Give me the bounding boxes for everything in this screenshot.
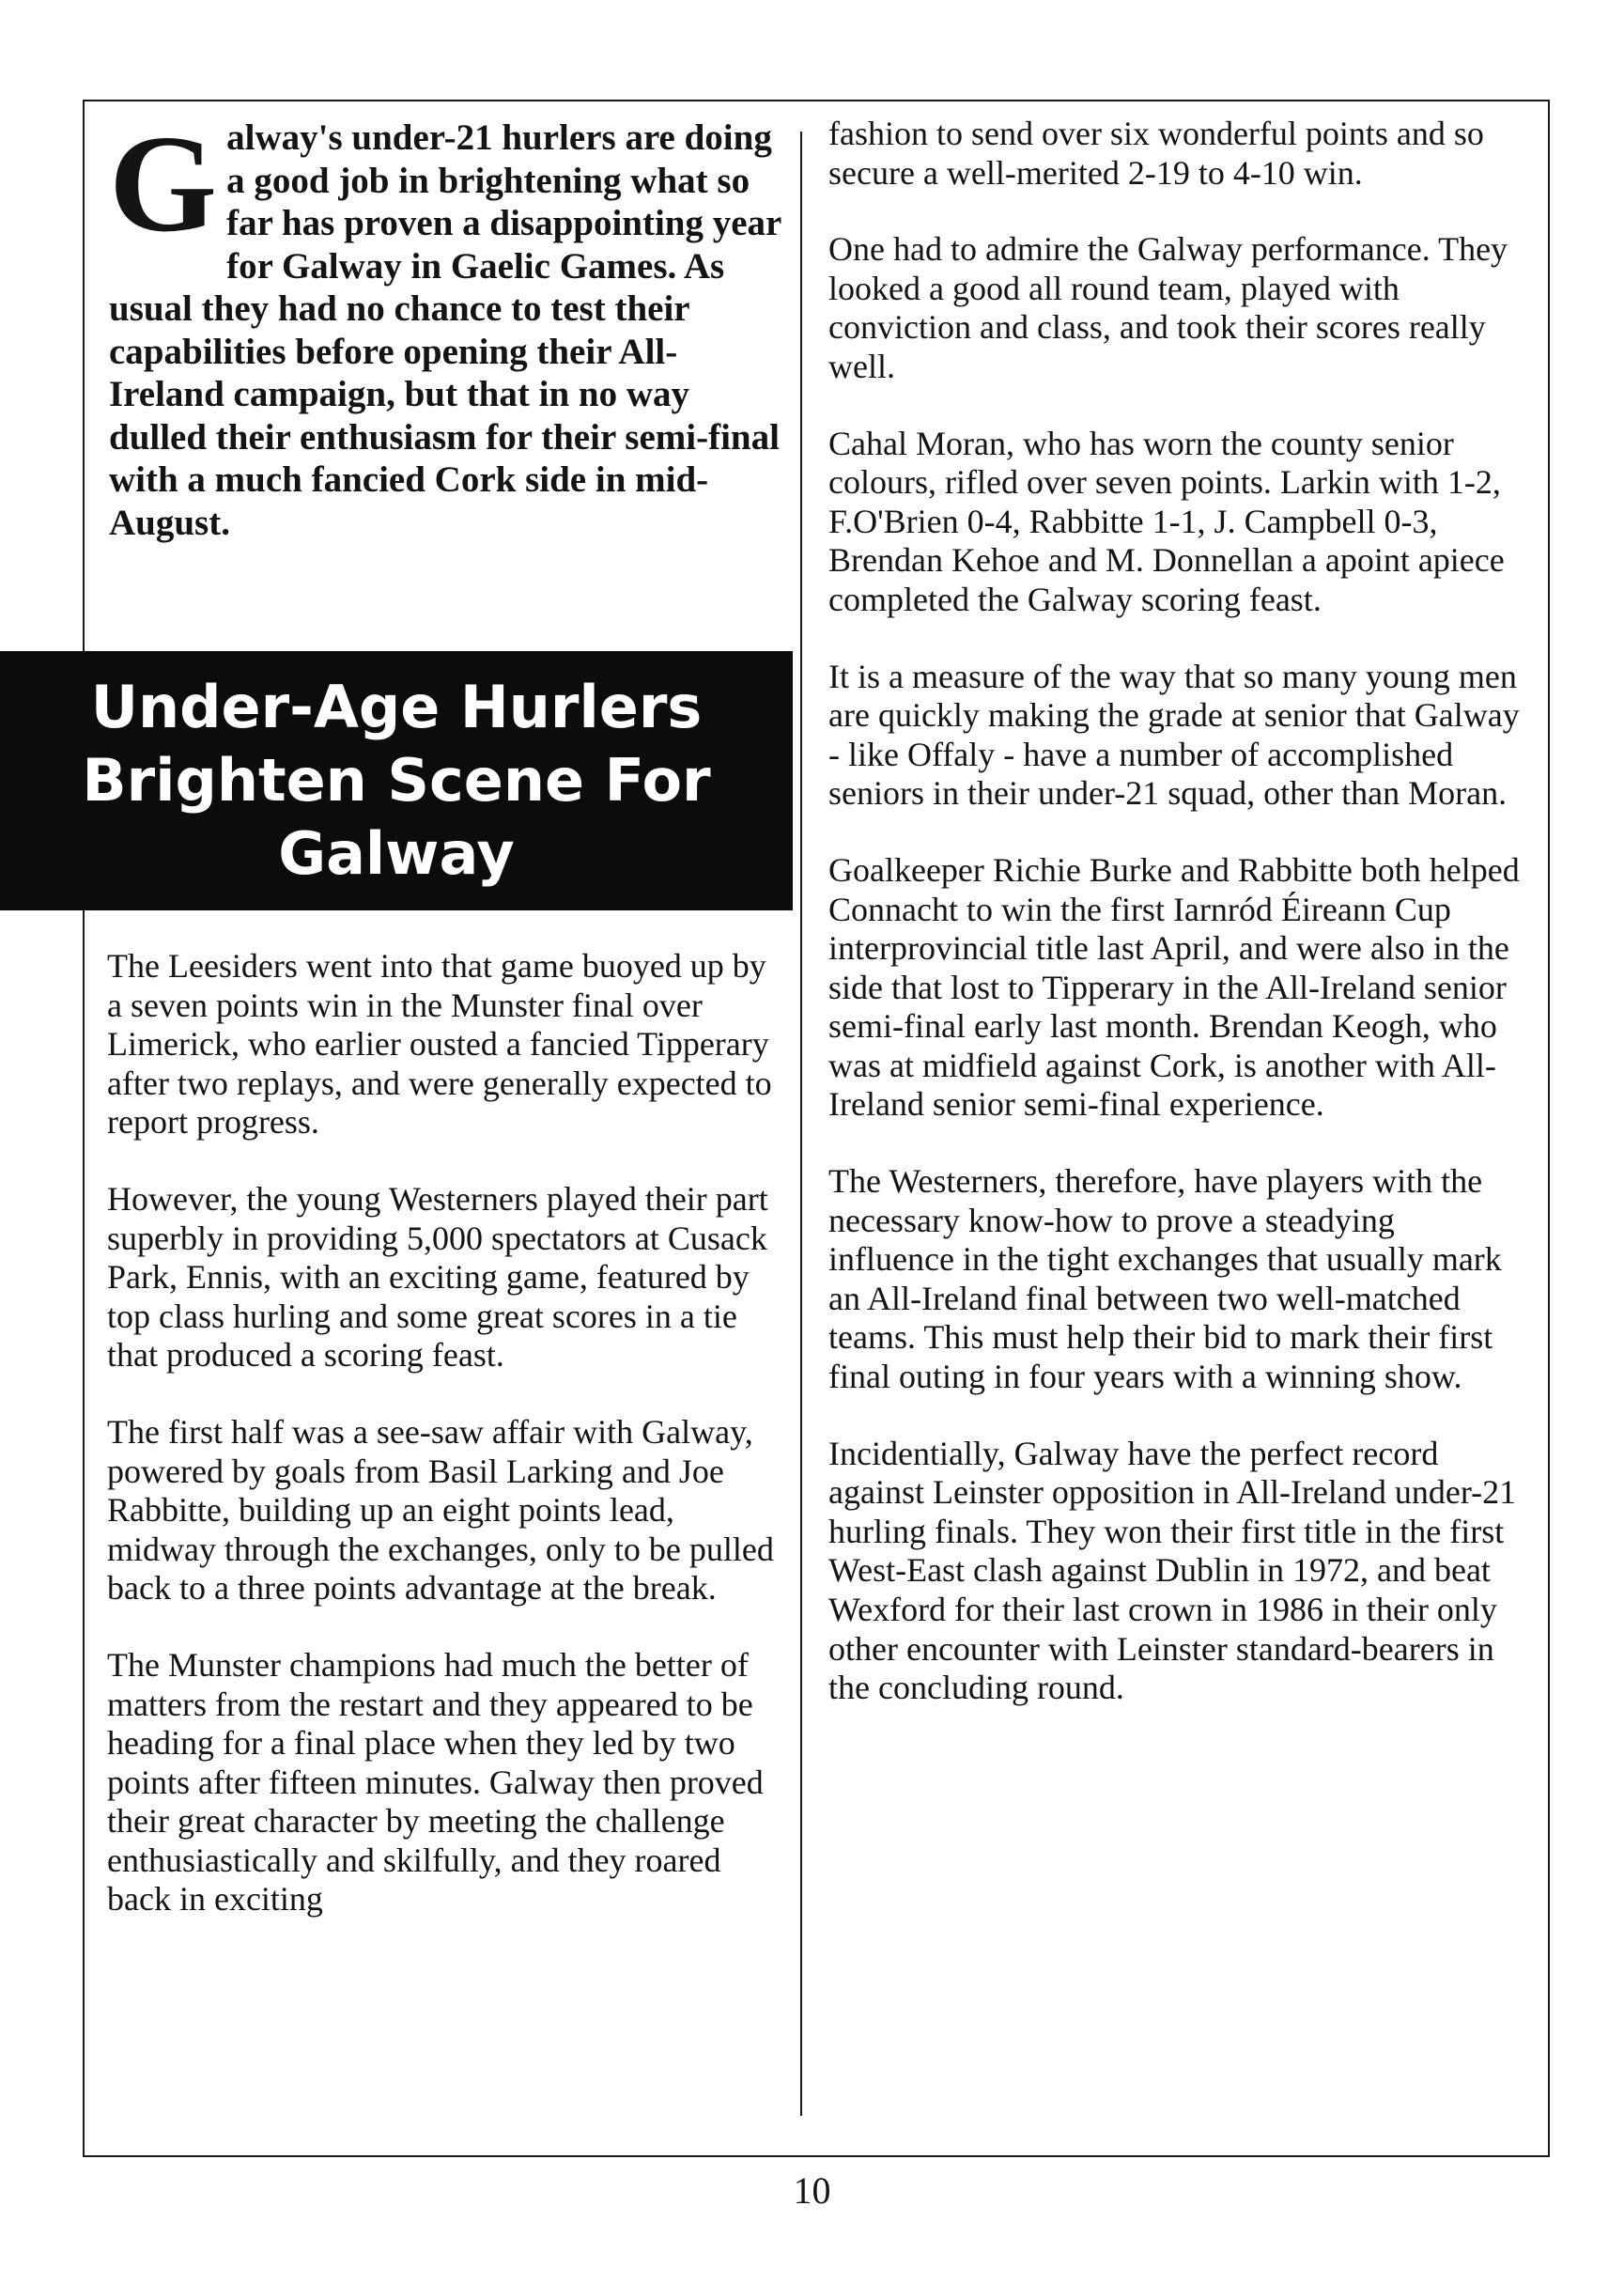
paragraph: One had to admire the Galway performance. They looked a good all round team, played with conviction and class, and took their scores really well. — [828, 230, 1508, 385]
paragraph: The Munster champions had much the better of matters from the restart and they appeared to be heading for a final place when they led by two points after fifteen minutes. Galway then proved their great character by meeting the challenge enthusiastically and skilfully, and they roared back in exciting — [107, 1645, 764, 1919]
paragraph: The first half was a see-saw affair with Galway, powered by goals from Basil Larking and Joe Rabbitte, building up an eight points lead, midway through the exchanges, only to be pulled back to a three points advantage at the break. — [107, 1412, 774, 1608]
headline-banner — [0, 651, 793, 910]
paragraph: It is a measure of the way that so many young men are quickly making the grade at senior that Galway - like Offaly - have a number of accomplished seniors in their under-21 squad, other than Moran. — [828, 657, 1520, 813]
paragraph: However, the young Westerners played their part superbly in providing 5,000 spectators at Cusack Park, Ennis, with an exciting game, featured by top class hurling and some great scores in a tie that produced a scoring feast. — [107, 1179, 768, 1375]
lead-paragraph — [109, 107, 785, 544]
right-column — [828, 115, 1523, 1746]
paragraph: Goalkeeper Richie Burke and Rabbitte both helped Connacht to win the first Iarnród Éireann Cup interprovincial title last April, and were also in the side that lost to Tipperary in the All-Ireland senior semi-final early last month. Brendan Keogh, who was at midfield against Cork, is another with All-Ireland senior semi-final experience. — [828, 850, 1520, 1124]
page-number: 10 — [793, 2169, 831, 2212]
paragraph: The Leesiders went into that game buoyed up by a seven points win in the Munster final over Limerick, who earlier ousted a fancied Tipperary after two replays, and were generally expected to report progress. — [107, 947, 772, 1142]
headline: Under-Age Hurlers Brighten Scene For Galway — [82, 673, 711, 888]
paragraph: The Westerners, therefore, have players with the necessary know-how to prove a steadying influence in the tight exchanges that usually mark an All-Ireland final between two well-matched teams. This must help their bid to mark their first final outing in four years with a winning show. — [828, 1162, 1502, 1396]
lead-text: alway's under-21 hurlers are doing a good job in brightening what so far has proven a disappointing year for Galway in Gaelic Games. As usual they had no chance to test their capabilities before opening their All-Ireland campaign, but that in no way dulled their enthusiasm for their semi-final with a much fancied Cork side in mid-August. — [109, 117, 781, 543]
paragraph: Incidentially, Galway have the perfect record against Leinster opposition in All-Ireland under-21 hurling finals. They won their first title in the first West-East clash against Dublin in 1972, and beat Wexford for their last crown in 1986 in their only other encounter with Leinster standard-bearers in the concluding round. — [828, 1434, 1517, 1707]
column-divider — [800, 132, 802, 2116]
paragraph: Cahal Moran, who has worn the county senior colours, rifled over seven points. Larkin with 1-2, F.O'Brien 0-4, Rabbitte 1-1, J. Campbell 0-3, Brendan Kehoe and M. Donnellan a apoint apiece completed the Galway scoring feast. — [828, 424, 1505, 618]
paragraph: fashion to send over six wonderful points and so secure a well-merited 2-19 to 4-10 win. — [828, 115, 1484, 192]
left-column — [107, 947, 787, 1957]
drop-cap: G — [109, 107, 218, 261]
